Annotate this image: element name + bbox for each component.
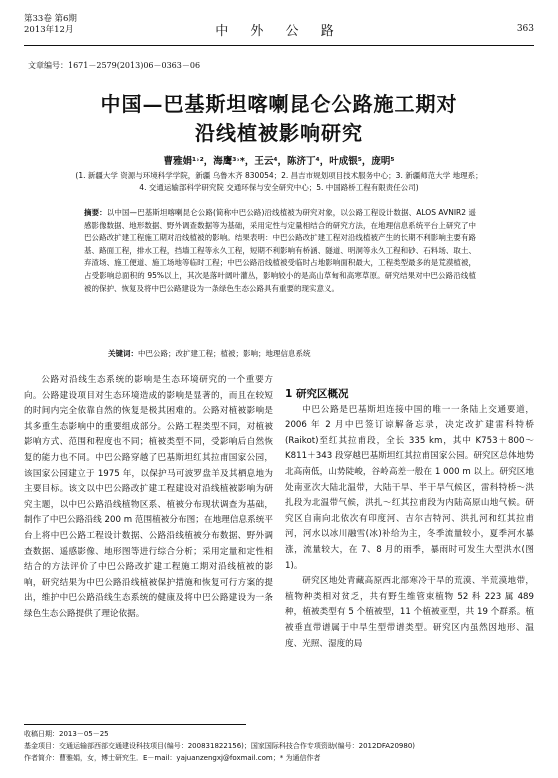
affiliation-line-2: 4. 交通运输部科学研究院 交通环保与安全研究中心；5. 中国路桥工程有限责任公司): [139, 183, 419, 192]
keywords-label: 关键词：: [108, 349, 138, 358]
abstract: [84, 207, 476, 295]
study-area-paragraph-2: 研究区地处青藏高原西北部寒冷干旱的荒漠、半荒漠地带，植物种类相对贫乏，共有野生维管束植物 52 科 223 属 489 种，植被类型有 5 个植被型，11 个植被亚型，共 19 个群系。植被垂直带谱属于中旱生型带谱类型。研究区内虽然因地形、温度、光照、湿度的局: [285, 576, 534, 649]
footnote-rule: [24, 724, 246, 725]
abstract-text: 以中国—巴基斯坦喀喇昆仑公路(简称中巴公路)沿线植被为研究对象，以公路工程设计数据、ALOS AVNIR2 遥感影像数据、地形数据、野外调查数据等为基础，采用定性与定量相结合的研究方法，在地理信息系统平台上研究了中巴公路改扩建工程施工期对沿线植被的影响。结果表明：中巴公路改扩建工程对沿线植被产生的长期不利影响主要有路基、路面工程，排水工程，挡墙工程等永久工程，短期不利影响有桥涵、隧道、明洞等永久工程和砂、石料场、取土、弃渣场、施工便道、施工场地等临时工程；中巴公路沿线植被受临时占地影响面积最大，工程类型最多的是荒漠植被，占受影响总面积的 95%以上，其次是落叶阔叶灌丛，影响较小的是高山草甸和高寒草原。研究结果对中巴公路沿线植被的保护、恢复及将中巴公路建设为一条绿色生态公路具有重要的现实意义。: [84, 208, 476, 293]
title-line-2: 沿线植被影响研究: [195, 121, 363, 145]
volume-issue: 第33卷 第6期: [24, 14, 77, 24]
right-column: [285, 387, 534, 652]
footnotes: [24, 728, 534, 764]
title-line-1: 中国—巴基斯坦喀喇昆仑公路施工期对: [100, 92, 458, 116]
intro-paragraph: 公路对沿线生态系统的影响是生态环境研究的一个重要方向。公路建设项目对生态环境造成的影响是显著的，而且在较短的时间内完全依靠自然的恢复是极其困难的。公路对植被影响是其多重生态影响中的重要组成部分。公路工程类型不同，对植被影响方式、范围和程度也不同；植被类型不同，受影响后自然恢复的能力也不同。中巴公路穿越了巴基斯坦红其拉甫国家公园，该国家公园建立于 1975 年，以保护马可波罗盘羊及其栖息地为主要目标。该文以中巴公路改扩建工程建设对沿线植被影响为研究主题，以中巴公路沿线植物区系、植被分布现状调查为基础，制作了中巴公路沿线 200 m 范围植被分布图；在地理信息系统平台上将中巴公路工程设计数据、公路沿线植被分布数据、野外调查数据、遥感影像、地形图等进行综合分析；采用定量和定性相结合的方法评价了中巴公路改扩建工程施工期对沿线植被的影响，研究结果为中巴公路沿线植被保护措施和恢复可行方案的提出，维护中巴公路沿线生态系统的健康及将中巴公路建设为一条绿色生态公路提供了理论依据。: [24, 375, 273, 619]
header-rule: [24, 45, 534, 46]
left-column: [24, 373, 273, 623]
footnote-author: 作者简介：曹雅娟，女，博士研究生．E－mail：yajuanzengxj@foxmail.com；* 为通信作者: [24, 754, 321, 762]
section-1-heading: 1 研究区概况: [285, 388, 349, 400]
journal-name: 中 外 公 路: [215, 24, 343, 39]
issue-date: 2013年12月: [24, 25, 74, 35]
page-header: [24, 14, 534, 44]
affiliation-line-1: (1. 新疆大学 资源与环境科学学院，新疆 乌鲁木齐 830054；2. 昌吉市规划项目技术服务中心；3. 新疆师范大学 地理系；: [75, 171, 483, 180]
keywords: [108, 348, 311, 359]
abstract-label: 摘要：: [84, 208, 107, 217]
article-number: 文章编号：1671－2579(2013)06－0363－06: [28, 61, 201, 70]
footnote-fund: 基金项目：交通运输部西部交通建设科技项目(编号：200831822156)；国家国际科技合作专项资助(编号：2012DFA20980): [24, 742, 416, 750]
authors: 曹雅娟¹˒²，海鹰³˒*，王云⁴，陈济丁⁴，叶成银⁵，庞明⁵: [163, 156, 395, 167]
page-number: 363: [516, 24, 534, 34]
study-area-paragraph-1: 中巴公路是巴基斯坦连接中国的唯一一条陆上交通要道，2006 年 2 月中巴签订谅解备忘录，决定改扩建雷科特桥(Raikot)至红其拉甫段，全长 335 km，其中 K753＋800～K811＋343 段穿越巴基斯坦红其拉甫国家公园。研究区总体地势北高南低，山势陡峻，谷岭高差一般在 1 000 m 以上。研究区地处南亚次大陆北温带，大陆干旱、半干旱气候区，雷科特桥～洪扎段为北温带气候，洪扎～红其拉甫段为内陆高原山地气候。研究区自南向北依次有印度河、吉尔吉特河、洪扎河和红其拉甫河，河水以冰川融雪(冰)补给为主，冬季流量较小，夏季河水暴涨，流量较大，在 7、8 月的雨季，暴雨时可发生大型洪水(图 1)。: [285, 404, 534, 571]
keywords-text: 中巴公路；改扩建工程；植被；影响；地理信息系统: [138, 349, 311, 358]
affiliations: [24, 170, 534, 194]
footnote-received: 收稿日期：2013－05－25: [24, 730, 109, 738]
